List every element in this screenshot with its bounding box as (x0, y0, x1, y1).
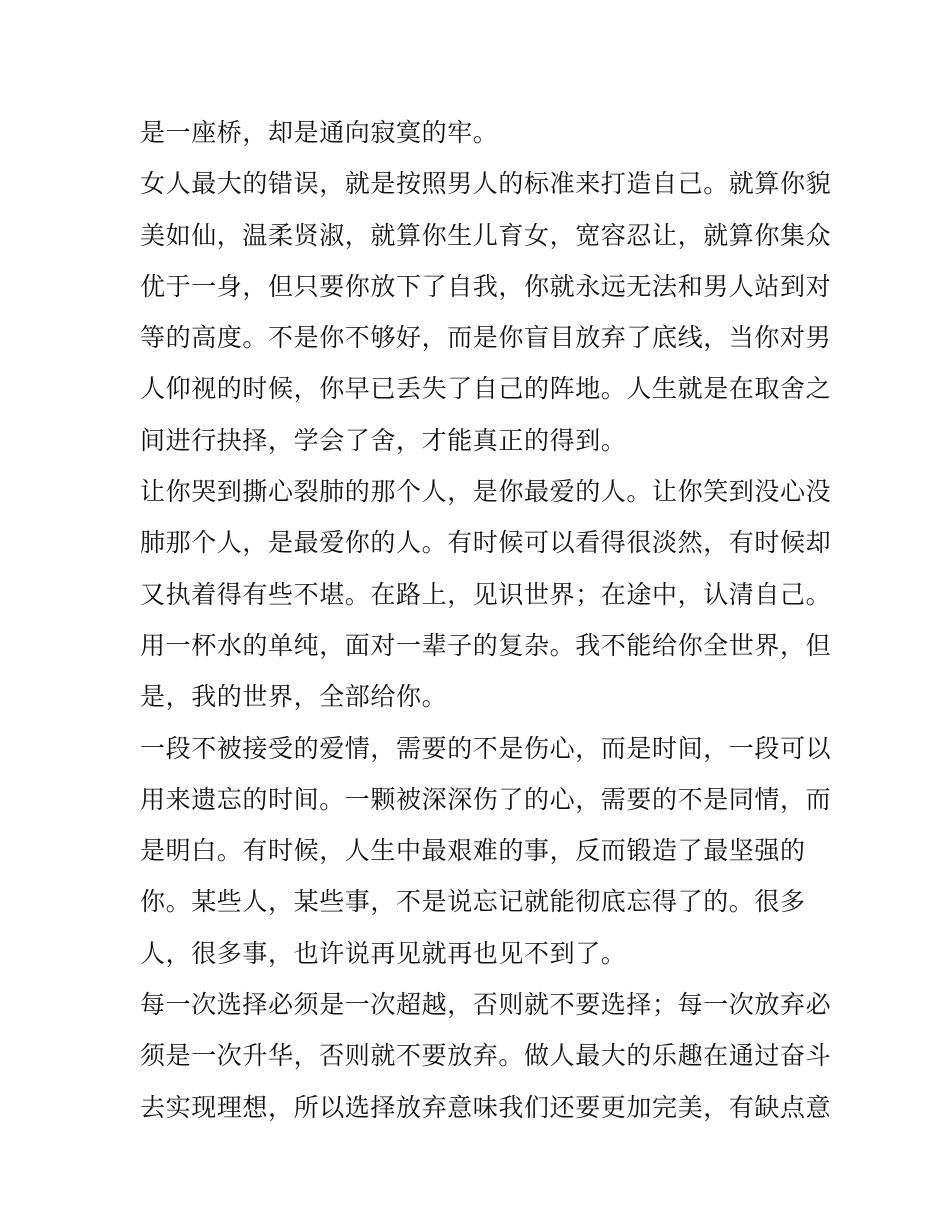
text-line: 肺那个人，是最爱你的人。有时候可以看得很淡然，有时候却 (140, 528, 832, 558)
text-line: 人仰视的时候，你早已丢失了自己的阵地。人生就是在取舍之 (140, 374, 832, 404)
text-line: 间进行抉择，学会了舍，才能真正的得到。 (140, 425, 627, 455)
body-text (140, 107, 830, 1133)
text-line: 是，我的世界，全部给你。 (140, 682, 448, 712)
text-line: 你。某些人，某些事，不是说忘记就能彻底忘得了的。很多 (140, 887, 806, 917)
text-line: 每一次选择必须是一次超越，否则就不要选择；每一次放弃必 (140, 990, 832, 1020)
text-line: 女人最大的错误，就是按照男人的标准来打造自己。就算你貌 (140, 169, 832, 199)
text-line: 去实现理想，所以选择放弃意味我们还要更加完美，有缺点意 (140, 1092, 832, 1122)
text-line: 优于一身，但只要你放下了自我，你就永远无法和男人站到对 (140, 271, 832, 301)
text-line: 用来遗忘的时间。一颗被深深伤了的心，需要的不是同情，而 (140, 784, 832, 814)
text-line: 是明白。有时候，人生中最艰难的事，反而锻造了最坚强的 (140, 836, 806, 866)
text-line: 美如仙，温柔贤淑，就算你生儿育女，宽容忍让，就算你集众 (140, 220, 832, 250)
text-line: 用一杯水的单纯，面对一辈子的复杂。我不能给你全世界，但 (140, 630, 832, 660)
text-line: 一段不被接受的爱情，需要的不是伤心，而是时间，一段可以 (140, 733, 832, 763)
text-line: 等的高度。不是你不够好，而是你盲目放弃了底线，当你对男 (140, 323, 832, 353)
text-line: 又执着得有些不堪。在路上，见识世界；在途中，认清自己。 (140, 579, 832, 609)
text-line: 须是一次升华，否则就不要放弃。做人最大的乐趣在通过奋斗 (140, 1041, 832, 1071)
text-line: 是一座桥，却是通向寂寞的牢。 (140, 118, 499, 147)
text-line: 让你哭到撕心裂肺的那个人，是你最爱的人。让你笑到没心没 (140, 477, 832, 507)
text-line: 人，很多事，也许说再见就再也见不到了。 (140, 938, 627, 968)
